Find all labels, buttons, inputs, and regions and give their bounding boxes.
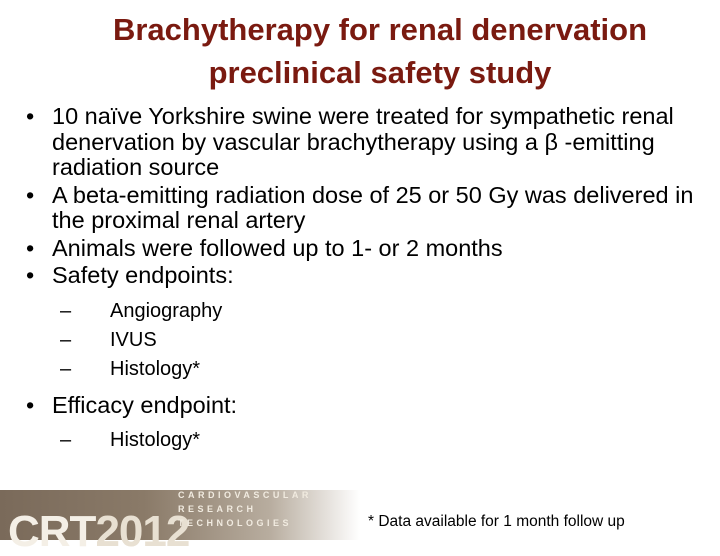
slide-title-line-2: preclinical safety study — [208, 55, 552, 90]
sub-list-efficacy — [22, 426, 708, 455]
crt-logo — [8, 507, 190, 556]
bullet-item — [22, 104, 708, 181]
logo-sub-line: CARDIOVASCULAR — [178, 490, 312, 500]
sub-item-text: IVUS — [110, 328, 157, 351]
dash-marker: – — [60, 328, 72, 351]
logo-year: 2012 — [95, 507, 190, 556]
dash-marker: – — [60, 429, 72, 451]
bullet-item — [22, 393, 708, 419]
bullet-text: 10 naïve Yorkshire swine were treated for sympathetic renal denervation by vascular brachytherapy using a β -emitting radiation source — [52, 103, 674, 180]
bullet-item — [22, 236, 708, 262]
bullet-item — [22, 183, 708, 234]
slide-title — [40, 8, 720, 94]
sub-item — [22, 297, 708, 326]
sub-item — [22, 426, 708, 455]
dash-marker: – — [60, 357, 72, 380]
bullet-item — [22, 263, 708, 289]
bullet-marker: • — [26, 262, 35, 288]
sub-item — [22, 355, 708, 384]
footnote: * Data available for 1 month follow up — [368, 513, 625, 530]
bullet-text: Efficacy endpoint: — [52, 391, 238, 418]
sub-item-text: Angiography — [110, 299, 223, 322]
logo-band — [0, 490, 360, 556]
logo-sub-line: RESEARCH — [178, 504, 257, 514]
sub-item-text: Histology* — [110, 429, 201, 451]
slide-title-line-1: Brachytherapy for renal denervation — [112, 12, 648, 47]
bullet-list — [22, 104, 708, 464]
dash-marker: – — [60, 299, 72, 322]
sub-item — [22, 326, 708, 355]
sub-item-text: Histology* — [110, 357, 201, 380]
slide-footer — [0, 474, 720, 556]
bullet-text: Animals were followed up to 1- or 2 months — [52, 234, 503, 261]
logo-prefix: CRT — [8, 507, 96, 556]
logo-subtitle — [178, 488, 312, 530]
bullet-marker: • — [26, 234, 35, 261]
bullet-text: A beta-emitting radiation dose of 25 or 50 Gy was delivered in the proximal renal artery — [52, 181, 694, 233]
sub-list-safety — [22, 297, 708, 384]
logo-sub-line: TECHNOLOGIES — [178, 518, 293, 528]
bullet-text: Safety endpoints: — [52, 262, 234, 288]
bullet-marker: • — [26, 391, 35, 418]
bullet-marker: • — [26, 103, 35, 129]
bullet-marker: • — [26, 181, 35, 208]
